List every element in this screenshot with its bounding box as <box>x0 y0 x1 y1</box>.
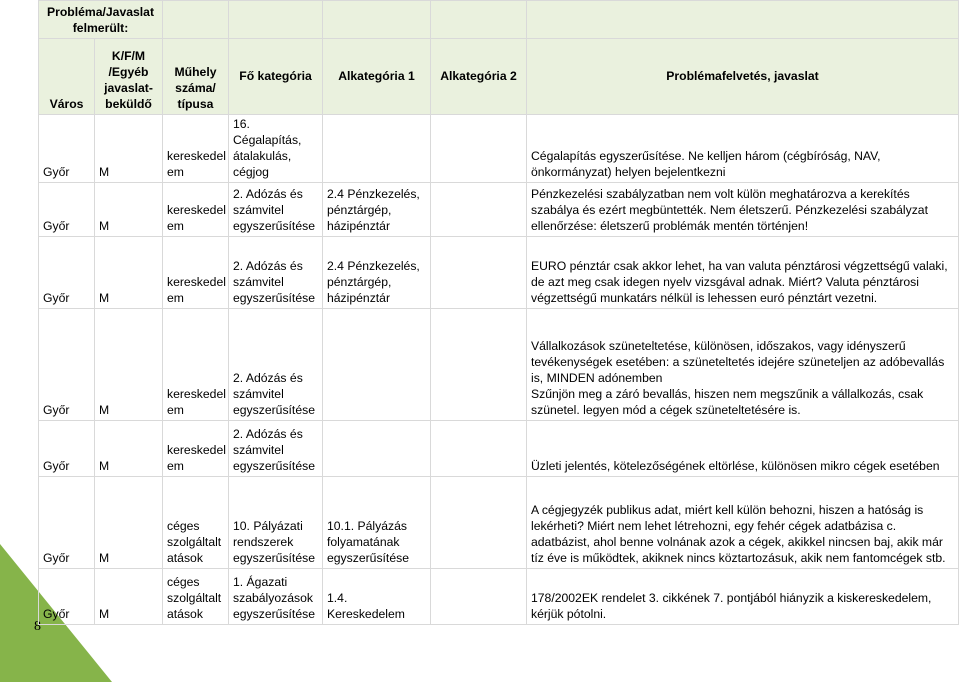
table-row <box>39 477 959 569</box>
cell-subcategory-2 <box>431 309 527 421</box>
cell-kfm: M <box>95 309 163 421</box>
cell-subcategory-1: 2.4 Pénzkezelés, pénztárgép, házipénztár <box>323 237 431 309</box>
header-city: Város <box>39 39 95 115</box>
cell-subcategory-2 <box>431 569 527 625</box>
cell-problem: A cégjegyzék publikus adat, miért kell külön behozni, hiszen a hatóság is lekérheti? Miért nem lehet létrehozni, egy fehér cégek adatbázisa c. adatbázist, ahol benne volnának azok a cégek, akikkel nincsen baj, akik már tíz éve is működtek, akiknek nincs köztartozásuk, akik nem fantomcégek stb. <box>527 477 959 569</box>
cell-city: Győr <box>39 183 95 237</box>
cell-kfm: M <box>95 569 163 625</box>
cell-workshop: kereskedel em <box>163 421 229 477</box>
header-workshop: Műhely száma/ típusa <box>163 39 229 115</box>
table-row <box>39 569 959 625</box>
header-kfm: K/F/M /Egyéb javaslat-beküldő <box>95 39 163 115</box>
cell-kfm: M <box>95 183 163 237</box>
cell-workshop: kereskedel em <box>163 183 229 237</box>
cell-workshop: kereskedel em <box>163 237 229 309</box>
cell-main-category: 1. Ágazati szabályozások egyszerűsítése <box>229 569 323 625</box>
cell-problem: 178/2002EK rendelet 3. cikkének 7. pontjából hiányzik a kiskereskedelem, kérjük pótolni. <box>527 569 959 625</box>
cell-problem: Üzleti jelentés, kötelezőségének eltörlése, különösen mikro cégek esetében <box>527 421 959 477</box>
cell-workshop: kereskedel em <box>163 309 229 421</box>
cell-subcategory-1: 10.1. Pályázás folyamatának egyszerűsítése <box>323 477 431 569</box>
cell-city: Győr <box>39 115 95 183</box>
proposal-table <box>38 0 959 625</box>
header-row <box>39 39 959 115</box>
cell-subcategory-2 <box>431 115 527 183</box>
cell-kfm: M <box>95 115 163 183</box>
cell-workshop: kereskedel em <box>163 115 229 183</box>
cell-city: Győr <box>39 477 95 569</box>
cell-subcategory-2 <box>431 477 527 569</box>
cell-main-category: 2. Adózás és számvitel egyszerűsítése <box>229 237 323 309</box>
header-subcategory-1: Alkategória 1 <box>323 39 431 115</box>
cell-city: Győr <box>39 237 95 309</box>
cell-city: Győr <box>39 421 95 477</box>
cell-main-category: 2. Adózás és számvitel egyszerűsítése <box>229 309 323 421</box>
cell-kfm: M <box>95 421 163 477</box>
table-row <box>39 421 959 477</box>
cell-workshop: céges szolgáltalt atások <box>163 569 229 625</box>
cell-city: Győr <box>39 309 95 421</box>
cell-subcategory-1: 2.4 Pénzkezelés, pénztárgép, házipénztár <box>323 183 431 237</box>
cell-problem: Pénzkezelési szabályzatban nem volt külön meghatározva a kerekítés szabálya és ezért megbüntették. Nem életszerű. Pénzkezelési szabályzat ellenőrzése: életszerű problémák mentén történjen! <box>527 183 959 237</box>
cell-city: Győr <box>39 569 95 625</box>
cell-main-category: 2. Adózás és számvitel egyszerűsítése <box>229 183 323 237</box>
table-row <box>39 183 959 237</box>
cell-subcategory-1: 1.4. Kereskedelem <box>323 569 431 625</box>
table-row <box>39 115 959 183</box>
table-row <box>39 309 959 421</box>
cell-kfm: M <box>95 237 163 309</box>
cell-problem: Vállalkozások szüneteltetése, különösen, időszakos, vagy idényszerű tevékenységek esetében: a szüneteltetés idejére szüneteljen az adóbevallás is, MINDEN adónemben Szűnjön meg a záró bevallás, hiszen nem megszűnik a vállalkozás, csak szünetel. legyen mód a cégek szüneteltetésére is. <box>527 309 959 421</box>
cell-subcategory-2 <box>431 421 527 477</box>
cell-subcategory-1 <box>323 115 431 183</box>
cell-subcategory-1 <box>323 421 431 477</box>
cell-kfm: M <box>95 477 163 569</box>
header-row-top <box>39 1 959 39</box>
header-problem: Problémafelvetés, javaslat <box>527 39 959 115</box>
cell-main-category: 10. Pályázati rendszerek egyszerűsítése <box>229 477 323 569</box>
cell-subcategory-1 <box>323 309 431 421</box>
cell-main-category: 16. Cégalapítás, átalakulás, cégjog <box>229 115 323 183</box>
cell-main-category: 2. Adózás és számvitel egyszerűsítése <box>229 421 323 477</box>
cell-subcategory-2 <box>431 183 527 237</box>
page-number: 8 <box>34 619 41 634</box>
cell-workshop: céges szolgáltalt atások <box>163 477 229 569</box>
header-subcategory-2: Alkategória 2 <box>431 39 527 115</box>
header-main-category: Fő kategória <box>229 39 323 115</box>
table-row <box>39 237 959 309</box>
cell-problem: Cégalapítás egyszerűsítése. Ne kelljen három (cégbíróság, NAV, önkormányzat) helyen bejelentkezni <box>527 115 959 183</box>
cell-problem: EURO pénztár csak akkor lehet, ha van valuta pénztárosi végzettségű valaki, de azt meg csak idegen nyelv vizsgával adnak. Miért? Valuta pénztárosi végzettségű munkatárs nélkül is lehessen euró pénztárt vezetni. <box>527 237 959 309</box>
cell-subcategory-2 <box>431 237 527 309</box>
header-problem-source: Probléma/Javaslat felmerült: <box>39 1 163 39</box>
